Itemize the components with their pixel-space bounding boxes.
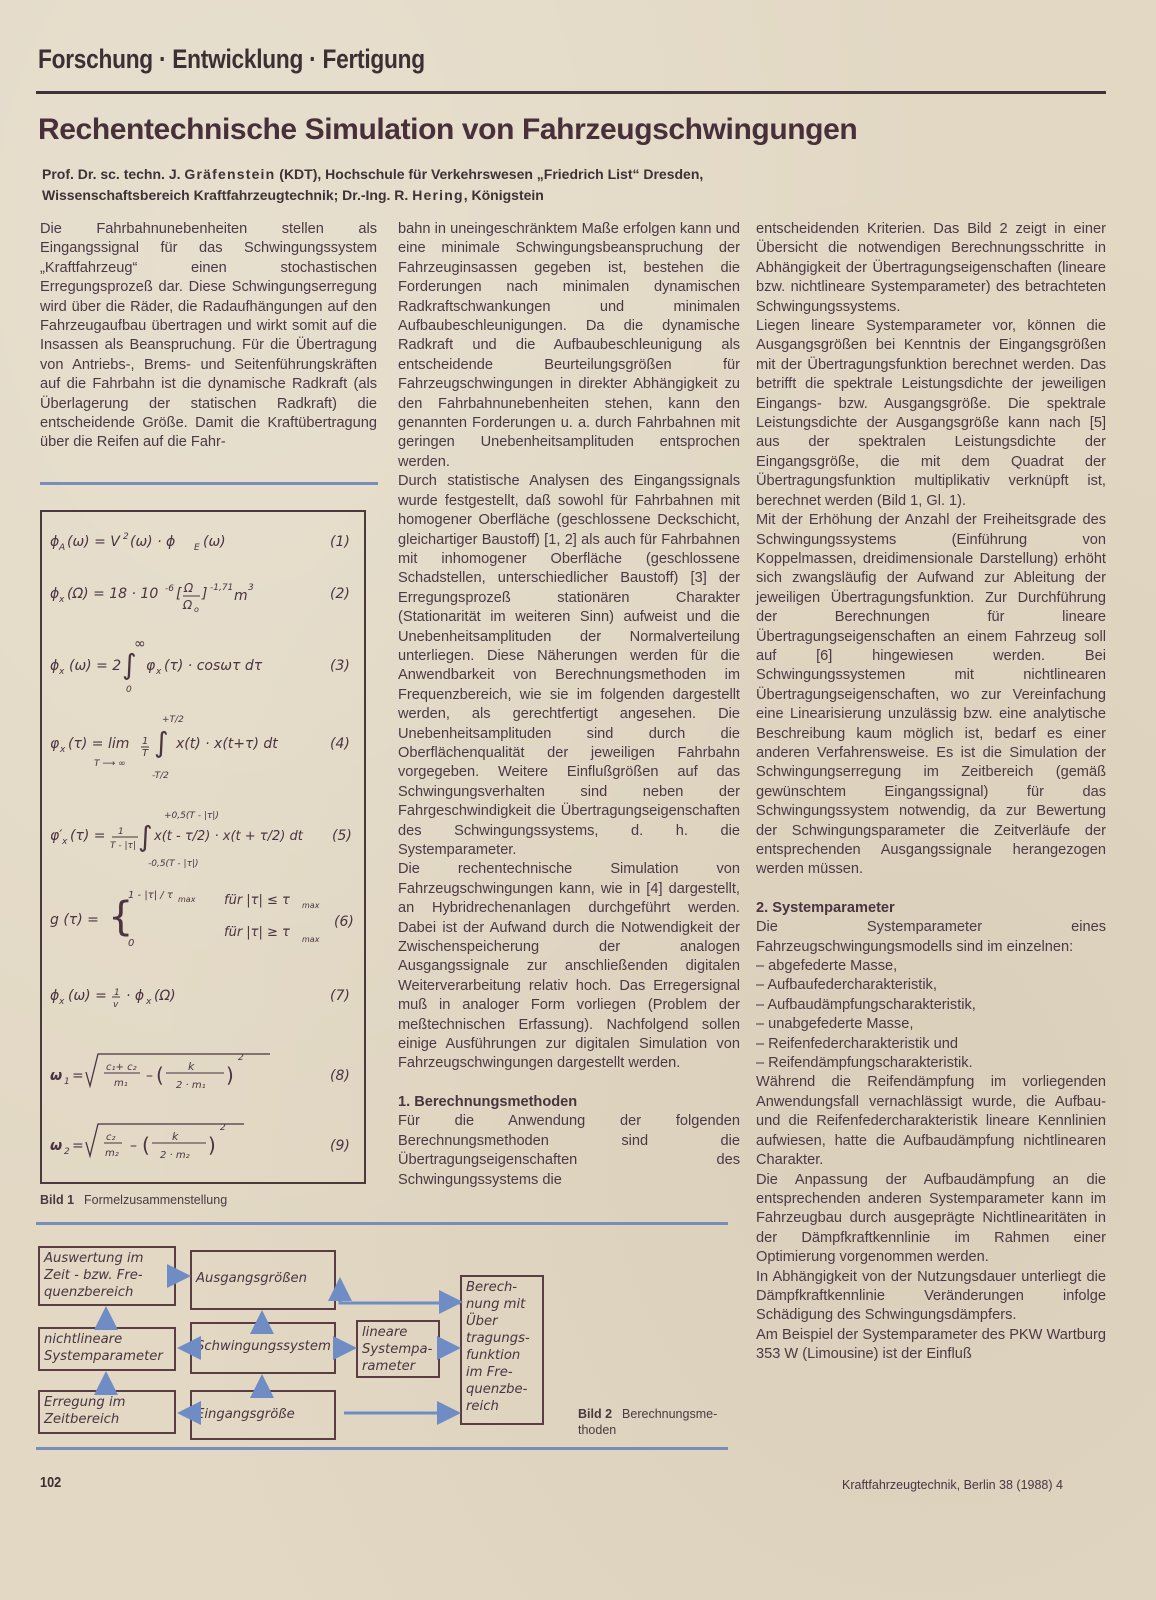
svg-text:): ) xyxy=(208,1133,216,1157)
case-2: für |τ| ≥ τ xyxy=(224,925,290,940)
svg-text:c₁+ c₂: c₁+ c₂ xyxy=(106,1062,137,1073)
svg-text:2: 2 xyxy=(238,1053,244,1063)
svg-text:(: ( xyxy=(142,1133,150,1157)
svg-text:=: = xyxy=(72,1138,84,1154)
author-location: , Königstein xyxy=(463,187,544,203)
box-text: Systempa- xyxy=(362,1342,433,1357)
spacer xyxy=(756,880,1106,899)
box-text: funktion xyxy=(466,1348,521,1363)
svg-text:1: 1 xyxy=(118,827,124,837)
svg-text:E: E xyxy=(194,543,200,553)
caption-text: Formelzusammenstellung xyxy=(84,1193,228,1207)
box-text: im Fre- xyxy=(466,1365,513,1380)
svg-text:-0,5(T - |τ|): -0,5(T - |τ|) xyxy=(148,859,199,869)
svg-text:(ω) = V: (ω) = V xyxy=(67,534,120,550)
equation-9 xyxy=(50,1123,350,1161)
svg-text:–: – xyxy=(130,1138,137,1154)
svg-text:(Ω): (Ω) xyxy=(154,988,176,1004)
svg-text:∞: ∞ xyxy=(134,636,146,652)
paragraph: Die rechentechnische Simulation von Fahrzeugschwingungen kann, wie in [4] dargestellt, an Hybridrechenanlagen durchgeführt werden. Dabei ist der Aufwand durch die Notwendigkeit der Zwischenspeicherung der analogen Ausgangssignale zur anschließenden digitalen Weiterverarbeitung relativ hoch. Das Erregersignal muß in analoger Form vorliegen (Problem der meßtechnischen Erfassung). Nachfolgend sollen einige Ausführungen zur digitalen Simulation von Fahrzeugschwingungen dargestellt werden. xyxy=(398,861,740,1072)
box-text: reich xyxy=(466,1399,499,1414)
svg-text:2: 2 xyxy=(220,1123,226,1133)
svg-text:1: 1 xyxy=(64,1077,70,1087)
svg-text:1: 1 xyxy=(114,988,120,998)
svg-text:φ′: φ′ xyxy=(50,828,63,844)
equation-number: (1) xyxy=(330,534,350,550)
paragraph: In Abhängigkeit von der Nutzungsdauer unterliegt die Dämpfkraftkennlinie Veränderungen infolge Schädigung des Schwingungsdämpfers. xyxy=(756,1268,1106,1324)
svg-text:(ω) =: (ω) = xyxy=(68,988,107,1004)
equation-number: (2) xyxy=(330,586,350,602)
equation-number: (3) xyxy=(330,658,350,674)
svg-text:m: m xyxy=(234,588,248,604)
box-text: rameter xyxy=(362,1359,416,1374)
spacer xyxy=(398,1074,740,1093)
svg-text:{: { xyxy=(108,894,134,940)
equation-1 xyxy=(50,532,350,553)
box-text: nung mit xyxy=(466,1297,526,1312)
box-text: Zeitbereich xyxy=(44,1412,120,1427)
svg-text:x: x xyxy=(59,667,65,677)
svg-text:ω: ω xyxy=(50,1138,63,1154)
svg-text:(ω): (ω) xyxy=(203,534,226,550)
svg-text:]: ] xyxy=(202,586,208,602)
box-nichtlineare-systemparameter xyxy=(38,1327,176,1371)
svg-text:o: o xyxy=(194,605,199,614)
equation-number: (9) xyxy=(330,1138,350,1154)
box-berechnung-uebertragungsfunktion xyxy=(460,1275,544,1425)
svg-text:2: 2 xyxy=(123,532,129,542)
figure-1-caption xyxy=(40,1193,227,1207)
author-text: Wissenschaftsbereich Kraftfahrzeugtechnik; Dr.-Ing. R. xyxy=(42,187,413,203)
svg-text:-T/2: -T/2 xyxy=(152,771,169,781)
formula-box xyxy=(40,510,366,1184)
svg-text:∫: ∫ xyxy=(122,648,137,681)
box-text: Schwingungssystem xyxy=(196,1339,331,1354)
svg-text:1 - |τ| / τ: 1 - |τ| / τ xyxy=(128,890,173,901)
svg-text:0: 0 xyxy=(126,685,132,695)
list-item: – abgefederte Masse, xyxy=(756,957,1106,976)
svg-text:-6: -6 xyxy=(165,584,174,594)
formulas-svg xyxy=(42,512,364,1182)
svg-text:1: 1 xyxy=(142,736,149,747)
section-heading-2: 2. Systemparameter xyxy=(756,899,895,916)
box-text: Ausgangsgrößen xyxy=(196,1271,307,1286)
section-heading-1: 1. Berechnungsmethoden xyxy=(398,1093,578,1110)
equation-7 xyxy=(50,988,350,1010)
svg-text:ɸ: ɸ xyxy=(50,658,60,674)
author-name-hering: Hering xyxy=(412,187,464,203)
svg-text:A: A xyxy=(59,543,66,553)
svg-text:): ) xyxy=(226,1063,234,1087)
equation-number: (7) xyxy=(330,988,350,1004)
author-line xyxy=(42,164,703,206)
svg-text:T: T xyxy=(142,748,149,759)
equation-3 xyxy=(50,636,350,695)
equation-number: (5) xyxy=(332,828,352,844)
svg-text:x(t - τ/2) · x(t + τ/2) dt: x(t - τ/2) · x(t + τ/2) dt xyxy=(154,829,303,844)
box-text: quenzbe- xyxy=(466,1382,528,1397)
svg-text:c₂: c₂ xyxy=(106,1132,116,1143)
author-line-1 xyxy=(42,164,703,185)
svg-text:x: x xyxy=(59,997,65,1007)
article-title: Rechentechnische Simulation von Fahrzeugschwingungen xyxy=(38,113,858,146)
svg-text:x: x xyxy=(60,745,66,755)
svg-text:[: [ xyxy=(176,586,182,602)
paragraph: Am Beispiel der Systemparameter des PKW Wartburg 353 W (Limousine) ist der Einfluß xyxy=(756,1326,1106,1363)
box-schwingungssystem xyxy=(190,1322,336,1374)
svg-text:T - |τ|: T - |τ| xyxy=(110,841,136,851)
section-heading: Forschung · Entwicklung · Fertigung xyxy=(38,44,425,74)
equation-6 xyxy=(50,890,354,949)
author-name-graefenstein: Gräfenstein xyxy=(184,166,276,182)
svg-text:x: x xyxy=(59,595,65,605)
arrow-berechnung-to-ausgang xyxy=(340,1280,460,1303)
svg-text:(τ) =: (τ) = xyxy=(70,828,106,844)
box-lineare-systemparameter xyxy=(356,1320,440,1378)
page-number: 102 xyxy=(40,1474,62,1491)
box-ausgangsgroessen xyxy=(190,1250,336,1310)
svg-text:(ω) · ɸ: (ω) · ɸ xyxy=(130,534,176,550)
svg-text:∫: ∫ xyxy=(154,726,169,759)
paragraph: Durch statistische Analysen des Eingangssignals wurde festgestellt, daß sowohl für Fahrbahnen mit homogener Oberfläche (geschlossene Deckschicht, gleichartiger Baustoff) [1, 2] als auch für Fahrbahnen mit inhomogener Oberfläche (geschlossene Schadstellen, unterschiedlicher Baustoff) [3] der Erregungsprozeß stationären Charakter (Stationarität im weiteren Sinn) aufweist und die Unebenheitsamplituden der Normalverteilung unterliegen. Diese Näherungen werden für die Anwendbarkeit von Berechnungsmethoden im Frequenzbereich, wie sie im folgenden dargestellt werden, als gerechtfertigt angesehen. Die Unebenheitsamplituden sind durch die Oberflächenqualität der jeweiligen Fahrbahn vorgegeben. Weitere Einflußgrößen auf das Schwingungsverhalten sind neben der Fahrgeschwindigkeit die Übertragungseigenschaften des Schwingungssystems, d. h. die Systemparameter. xyxy=(398,473,740,858)
journal-citation: Kraftfahrzeugtechnik, Berlin 38 (1988) 4 xyxy=(842,1478,1063,1492)
column-1 xyxy=(40,220,377,453)
caption-text: Berechnungsme- xyxy=(622,1407,718,1421)
svg-text:-1,71: -1,71 xyxy=(210,583,234,593)
paragraph: Während die Reifendämpfung im vorliegenden Anwendungsfall vernachlässigt wurde, die Aufbau- und die Reifenfedercharakteristik lineare Kennlinien aufwiesen, hatte die Aufbaudämpfung nichtlinearen Charakter. xyxy=(756,1074,1106,1169)
column-3 xyxy=(756,220,1106,1365)
svg-text:=: = xyxy=(72,1068,84,1084)
svg-text:· ɸ: · ɸ xyxy=(126,988,145,1004)
svg-text:Ω: Ω xyxy=(183,598,193,612)
svg-text:2: 2 xyxy=(64,1147,70,1157)
header-rule xyxy=(36,91,1106,94)
figure-2-caption xyxy=(578,1406,717,1438)
list-item: – Aufbaufedercharakteristik, xyxy=(756,976,1106,995)
paragraph: Die Anpassung der Aufbaudämpfung an die entsprechenden anderen Systemparameter kann im Fahrzeugbau durch ausgeprägte Nichtlinearitäten in der Dämpfkraftkennlinie im Rahmen einer Optimierung vorgenommen werden. xyxy=(756,1171,1106,1266)
svg-text:x: x xyxy=(62,837,68,847)
svg-text:φ: φ xyxy=(146,658,156,674)
svg-text:+0,5(T - |τ|): +0,5(T - |τ|) xyxy=(164,811,219,821)
svg-text:x(t) · x(t+τ) dt: x(t) · x(t+τ) dt xyxy=(176,736,278,752)
paragraph: Die Systemparameter eines Fahrzeugschwingungsmodells sind im einzelnen: xyxy=(756,919,1106,955)
box-text: Zeit - bzw. Fre- xyxy=(44,1268,143,1283)
author-line-2 xyxy=(42,185,703,206)
svg-text:φ: φ xyxy=(50,736,60,752)
svg-text:ɸ: ɸ xyxy=(50,988,60,1004)
svg-text:ω: ω xyxy=(50,1068,63,1084)
author-affiliation: (KDT), Hochschule für Verkehrswesen „Friedrich List“ Dresden, xyxy=(275,166,704,182)
svg-text:x: x xyxy=(156,667,162,677)
svg-text:2 · m₁: 2 · m₁ xyxy=(176,1080,206,1091)
divider-rule xyxy=(36,1222,728,1225)
svg-text:+T/2: +T/2 xyxy=(162,715,184,725)
box-text: Berech- xyxy=(466,1280,518,1295)
svg-text:k: k xyxy=(172,1130,179,1143)
parameter-list xyxy=(756,957,1106,1073)
equation-number: (8) xyxy=(330,1068,350,1084)
paragraph: Die Fahrbahnunebenheiten stellen als Eingangssignal für das Schwingungssystem „Kraftfahrzeug“ einen stochastischen Erregungsprozeß dar. Diese Schwingungserregung wird über die Räder, die Radaufhängungen auf den Fahrzeugaufbau übertragen und wirkt somit auf die Insassen als Beanspruchung. Für die Übertragung von Antriebs-, Brems- und Seitenführungskräften auf die Fahrbahn ist die dynamische Radkraft (als Überlagerung der statischen Radkraft) die entscheidende Größe. Damit die Kraftübertragung über die Reifen auf die Fahr- xyxy=(40,221,377,451)
box-text: tragungs- xyxy=(466,1331,530,1346)
svg-text:max: max xyxy=(178,895,196,904)
column-2 xyxy=(398,220,740,1190)
box-eingangsgroesse xyxy=(190,1390,336,1440)
case-2-sub: max xyxy=(302,935,320,944)
svg-text:ɸ: ɸ xyxy=(50,586,60,602)
svg-text:m₁: m₁ xyxy=(114,1078,128,1089)
equation-8 xyxy=(50,1053,350,1091)
box-text: Erregung im xyxy=(44,1395,126,1410)
svg-text:ɸ: ɸ xyxy=(50,534,60,550)
equation-number: (6) xyxy=(334,914,354,930)
svg-text:m₂: m₂ xyxy=(105,1148,119,1159)
svg-text:0: 0 xyxy=(128,938,135,949)
paragraph: Mit der Erhöhung der Anzahl der Freiheitsgrade des Schwingungssystems (Einführung von Koppelmassen, dreidimensionale Darstellung) erhöht sich zwangsläufig der Aufwand zur Ableitung der jeweiligen Übertragungsfunktion. Zur Durchführung der Berechnungen für lineare Übertragungseigenschaften an einem Fahrzeug soll auf [6] hingewiesen werden. Bei Schwingungssystemen mit nichtlinearen Übertragungseigenschaften, wo zur Vereinfachung eine Linearisierung unzulässig bzw. eine analytische Beschreibung kaum möglich ist, bedarf es einer anderen Verfahrensweise. Es ist die Simulation der Schwingungserregung im Zeitbereich (gemäß gewünschtem Eingangssignal) für das Schwingungssystem notwendig, da zur Bewertung der Schwingungsparameter die Zeitverläufe der entsprechenden Ausgangssignale herangezogen werden müssen. xyxy=(756,512,1106,878)
svg-text:v: v xyxy=(113,1000,119,1010)
paragraph: Für die Anwendung der folgenden Berechnungsmethoden sind die Übertragungseigenschaften des Schwingungssystems die xyxy=(398,1113,740,1188)
svg-text:(τ) · cosωτ dτ: (τ) · cosωτ dτ xyxy=(164,658,263,674)
svg-text:x: x xyxy=(146,997,152,1007)
svg-text:(Ω) = 18 · 10: (Ω) = 18 · 10 xyxy=(67,586,159,602)
case-1-sub: max xyxy=(302,901,320,910)
svg-text:2 · m₂: 2 · m₂ xyxy=(160,1150,190,1161)
caption-label: Bild 1 xyxy=(40,1193,75,1207)
list-item: – Aufbaudämpfungscharakteristik, xyxy=(756,996,1106,1015)
paragraph: bahn in uneingeschränktem Maße erfolgen kann und eine minimale Schwingungsbeanspruchung der Fahrzeuginsassen gegeben ist, bestehen die Forderungen nach minimalen dynamischen Radkraftschwankungen und minimalen Aufbaubeschleunigungen. Da die dynamische Radkraft und die Aufbaubeschleunigung als entscheidende Beurteilungsgrößen für Fahrzeugschwingungen in direkter Abhängigkeit zu den Fahrbahnunebenheiten stehen, kann den genannten Forderungen u. a. durch Fahrbahnen mit geringen Unebenheitsamplituden entsprochen werden. xyxy=(398,221,740,470)
author-text: Prof. Dr. sc. techn. J. xyxy=(42,166,185,182)
list-item: – Reifendämpfungscharakteristik. xyxy=(756,1054,1106,1073)
box-erregung xyxy=(38,1390,176,1434)
divider-rule xyxy=(36,1447,728,1450)
paragraph: Liegen lineare Systemparameter vor, können die Ausgangsgrößen bei Kenntnis der Eingangsgrößen mit der Übertragungsfunktion berechnet werden. Das betrifft die spektrale Leistungsdichte der jeweiligen Eingangs- bzw. Ausgangsgröße. Die spektrale Leistungsdichte der Ausgangsgröße kann nach [5] aus der spektralen Leistungsdichte der Eingangsgröße, die mit dem Quadrat der Übertragungsfunktion multiplikativ verknüpft ist, berechnet werden (Bild 1, Gl. 1). xyxy=(756,318,1106,509)
box-text: lineare xyxy=(362,1325,408,1340)
box-text: Auswertung im xyxy=(44,1251,144,1266)
list-item: – unabgefederte Masse, xyxy=(756,1015,1106,1034)
svg-text:g (τ) =: g (τ) = xyxy=(50,912,99,928)
svg-text:(τ) = lim: (τ) = lim xyxy=(68,736,130,752)
list-item: – Reifenfedercharakteristik und xyxy=(756,1035,1106,1054)
box-text: Über xyxy=(466,1314,498,1329)
caption-line-2: thoden xyxy=(578,1423,617,1437)
svg-text:Ω: Ω xyxy=(184,581,194,595)
box-text: Systemparameter xyxy=(44,1349,163,1364)
case-1: für |τ| ≤ τ xyxy=(224,893,290,908)
svg-text:–: – xyxy=(146,1068,153,1084)
svg-text:3: 3 xyxy=(248,583,254,593)
equation-number: (4) xyxy=(330,736,350,752)
box-text: Eingangsgröße xyxy=(196,1407,295,1422)
box-text: nichtlineare xyxy=(44,1332,123,1347)
box-auswertung xyxy=(38,1246,176,1306)
svg-text:k: k xyxy=(188,1060,195,1073)
svg-text:∫: ∫ xyxy=(138,820,153,853)
svg-text:(: ( xyxy=(156,1063,164,1087)
svg-text:T ⟶ ∞: T ⟶ ∞ xyxy=(94,759,126,769)
equation-5 xyxy=(50,811,352,869)
caption-label: Bild 2 xyxy=(578,1407,613,1421)
caption-line-1 xyxy=(578,1406,717,1422)
equation-4 xyxy=(50,715,350,781)
box-text: quenzbereich xyxy=(44,1285,134,1300)
paragraph: entscheidenden Kriterien. Das Bild 2 zeigt in einer Übersicht die notwendigen Berechnungsschritte in Abhängigkeit der Übertragungseigenschaften (lineare bzw. nichtlineare Systemparameter) des betrachteten Schwingungssystems. xyxy=(756,221,1106,315)
divider-rule xyxy=(40,482,378,485)
svg-text:(ω) = 2: (ω) = 2 xyxy=(69,658,122,674)
equation-2 xyxy=(50,581,350,614)
